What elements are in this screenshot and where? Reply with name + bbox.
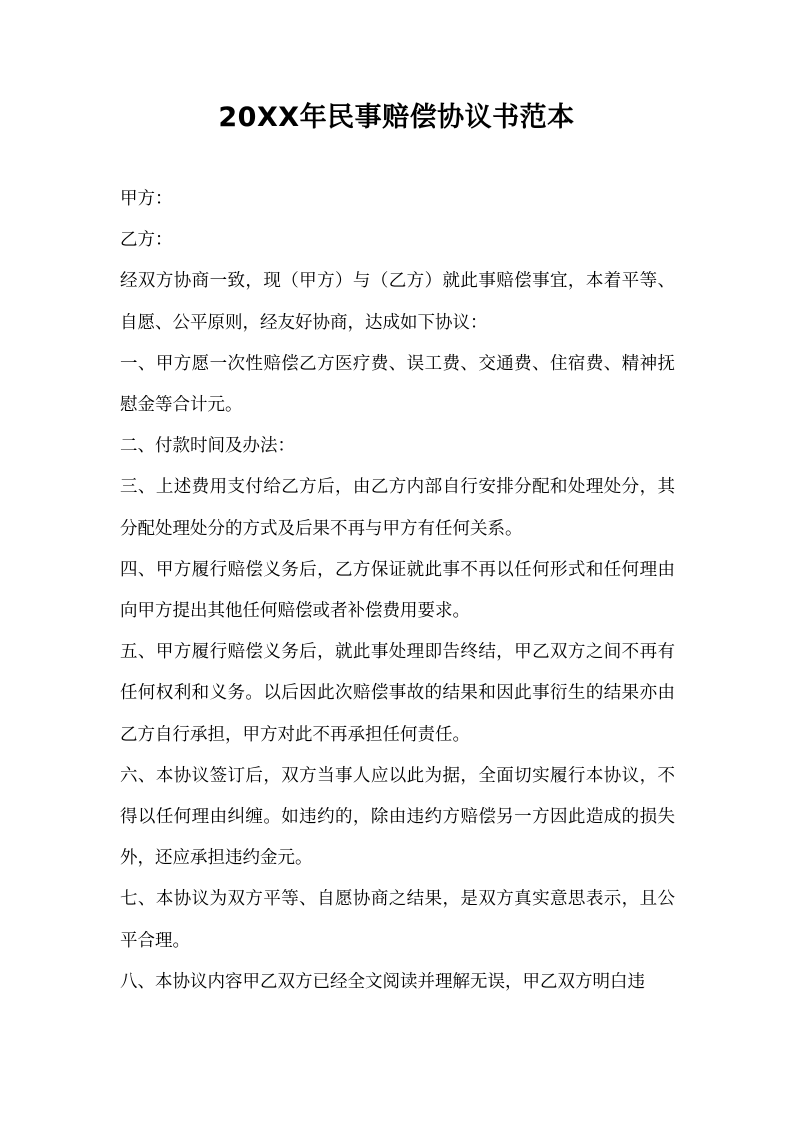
clause-5: 五、甲方履行赔偿义务后，就此事处理即告终结，甲乙双方之间不再有任何权利和义务。以后因此次赔偿事故的结果和因此事衍生的结果亦由乙方自行承担，甲方对此不再承担任何责任。 (120, 642, 675, 745)
clause-4: 四、甲方履行赔偿义务后，乙方保证就此事不再以任何形式和任何理由向甲方提出其他任何赔偿或者补偿费用要求。 (120, 559, 675, 622)
clause-1: 一、甲方愿一次性赔偿乙方医疗费、误工费、交通费、住宿费、精神抚慰金等合计元。 (120, 353, 675, 416)
clause-6: 六、本协议签订后，双方当事人应以此为据，全面切实履行本协议，不得以任何理由纠缠。如违约的，除由违约方赔偿另一方因此造成的损失外，还应承担违约金元。 (120, 765, 675, 869)
party-b-line: 乙方： (120, 230, 173, 251)
clause-7: 七、本协议为双方平等、自愿协商之结果，是双方真实意思表示，且公平合理。 (120, 889, 675, 951)
document-title: 20XX年民事赔偿协议书范本 (218, 102, 575, 133)
party-a-line: 甲方： (120, 189, 173, 209)
clause-2: 二、付款时间及办法： (120, 436, 295, 457)
document-body (120, 179, 675, 1003)
clause-8: 八、本协议内容甲乙双方已经全文阅读并理解无误，甲乙双方明白违 (120, 971, 645, 992)
clause-3: 三、上述费用支付给乙方后，由乙方内部自行安排分配和处理处分，其分配处理处分的方式及后果不再与甲方有任何关系。 (120, 477, 675, 539)
intro-paragraph: 经双方协商一致，现（甲方）与（乙方）就此事赔偿事宜，本着平等、自愿、公平原则，经友好协商，达成如下协议： (120, 271, 675, 333)
